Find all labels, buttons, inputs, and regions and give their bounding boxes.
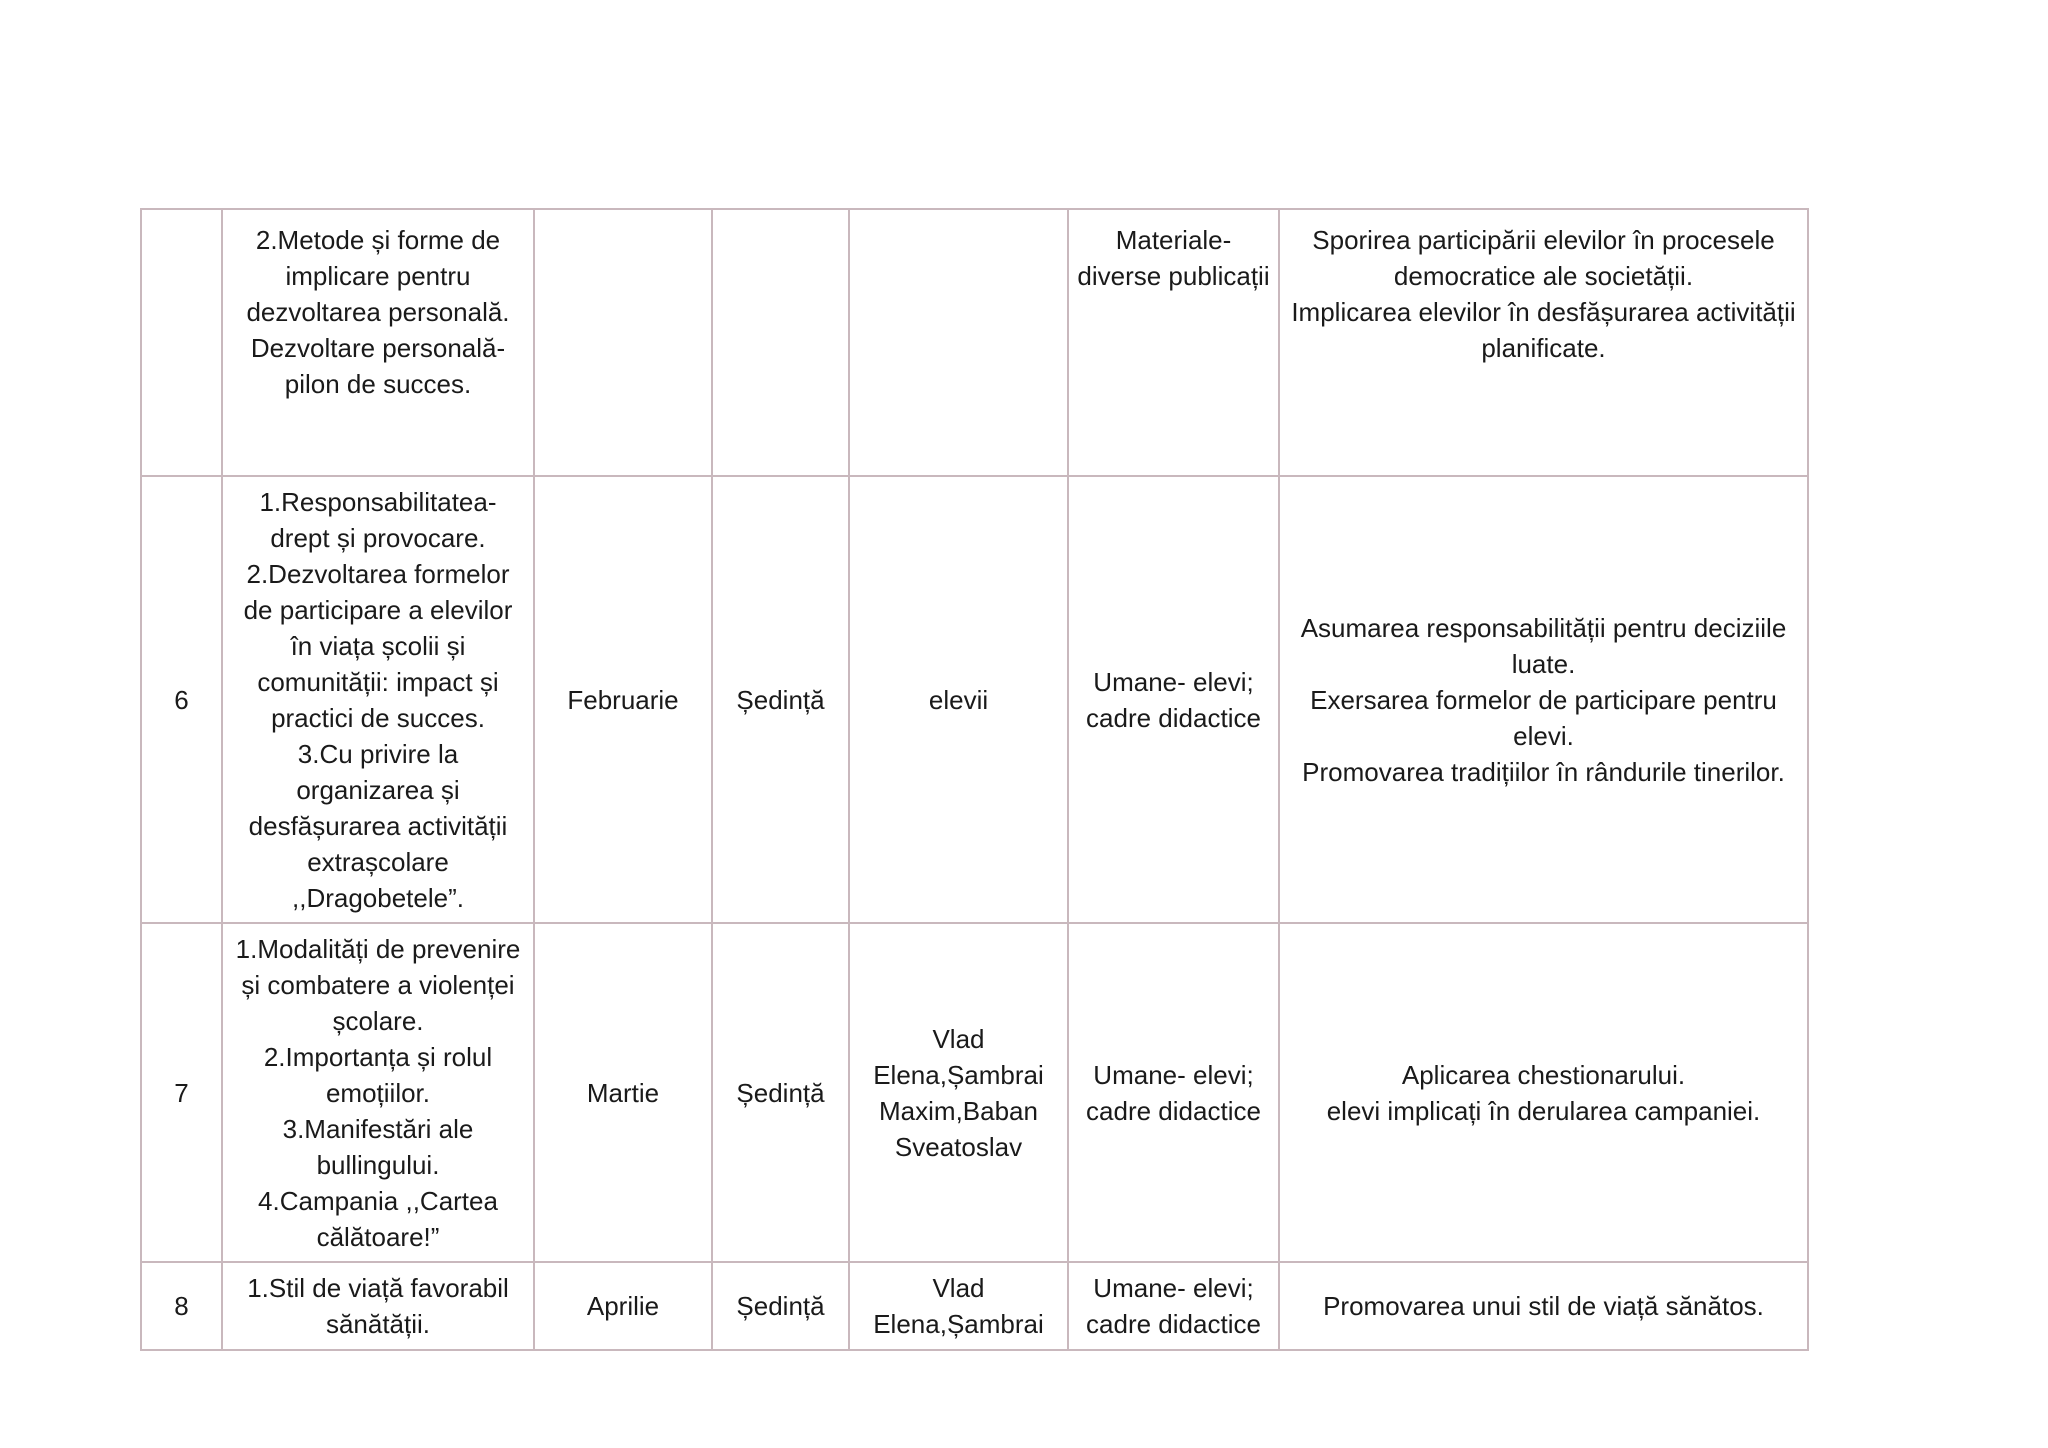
topic-cell: 1.Stil de viață favorabil sănătății. xyxy=(222,1262,534,1350)
row-number-cell: 8 xyxy=(141,1262,222,1350)
resources-cell: Umane- elevi; cadre didactice xyxy=(1068,923,1279,1262)
form-cell: Ședință xyxy=(712,476,849,923)
table-row xyxy=(141,1262,1808,1350)
term-cell xyxy=(534,209,712,476)
responsible-cell: Vlad Elena,Șambrai xyxy=(849,1262,1068,1350)
table-row xyxy=(141,209,1808,476)
outcomes-cell: Aplicarea chestionarului. elevi implicați în derularea campaniei. xyxy=(1279,923,1808,1262)
outcomes-cell: Asumarea responsabilității pentru deciziile luate. Exersarea formelor de participare pentru elevi. Promovarea tradițiilor în rândurile tinerilor. xyxy=(1279,476,1808,923)
term-cell: Februarie xyxy=(534,476,712,923)
topic-cell: 1.Responsabilitatea- drept și provocare. 2.Dezvoltarea formelor de participare a elevilor în viața școlii și comunității: impact și practici de succes. 3.Cu privire la organizarea și desfășurarea activității extrașcolare ,,Dragobetele”. xyxy=(222,476,534,923)
term-cell: Martie xyxy=(534,923,712,1262)
activity-plan-table xyxy=(140,208,1809,1351)
responsible-cell: Vlad Elena,Șambrai Maxim,Baban Sveatoslav xyxy=(849,923,1068,1262)
responsible-cell xyxy=(849,209,1068,476)
form-cell xyxy=(712,209,849,476)
form-cell: Ședință xyxy=(712,923,849,1262)
responsible-cell: elevii xyxy=(849,476,1068,923)
row-number-cell: 6 xyxy=(141,476,222,923)
resources-cell: Umane- elevi; cadre didactice xyxy=(1068,1262,1279,1350)
topic-cell: 1.Modalități de prevenire și combatere a violenței școlare. 2.Importanța și rolul emoțiilor. 3.Manifestări ale bullingului. 4.Campania ,,Cartea călătoare!” xyxy=(222,923,534,1262)
resources-cell: Materiale- diverse publicații xyxy=(1068,209,1279,476)
row-number-cell xyxy=(141,209,222,476)
term-cell: Aprilie xyxy=(534,1262,712,1350)
outcomes-cell: Sporirea participării elevilor în procesele democratice ale societății. Implicarea elevilor în desfășurarea activității planificate. xyxy=(1279,209,1808,476)
outcomes-cell: Promovarea unui stil de viață sănătos. xyxy=(1279,1262,1808,1350)
table-row xyxy=(141,476,1808,923)
form-cell: Ședință xyxy=(712,1262,849,1350)
row-number-cell: 7 xyxy=(141,923,222,1262)
table-row xyxy=(141,923,1808,1262)
topic-cell: 2.Metode și forme de implicare pentru dezvoltarea personală. Dezvoltare personală- pilon de succes. xyxy=(222,209,534,476)
resources-cell: Umane- elevi; cadre didactice xyxy=(1068,476,1279,923)
